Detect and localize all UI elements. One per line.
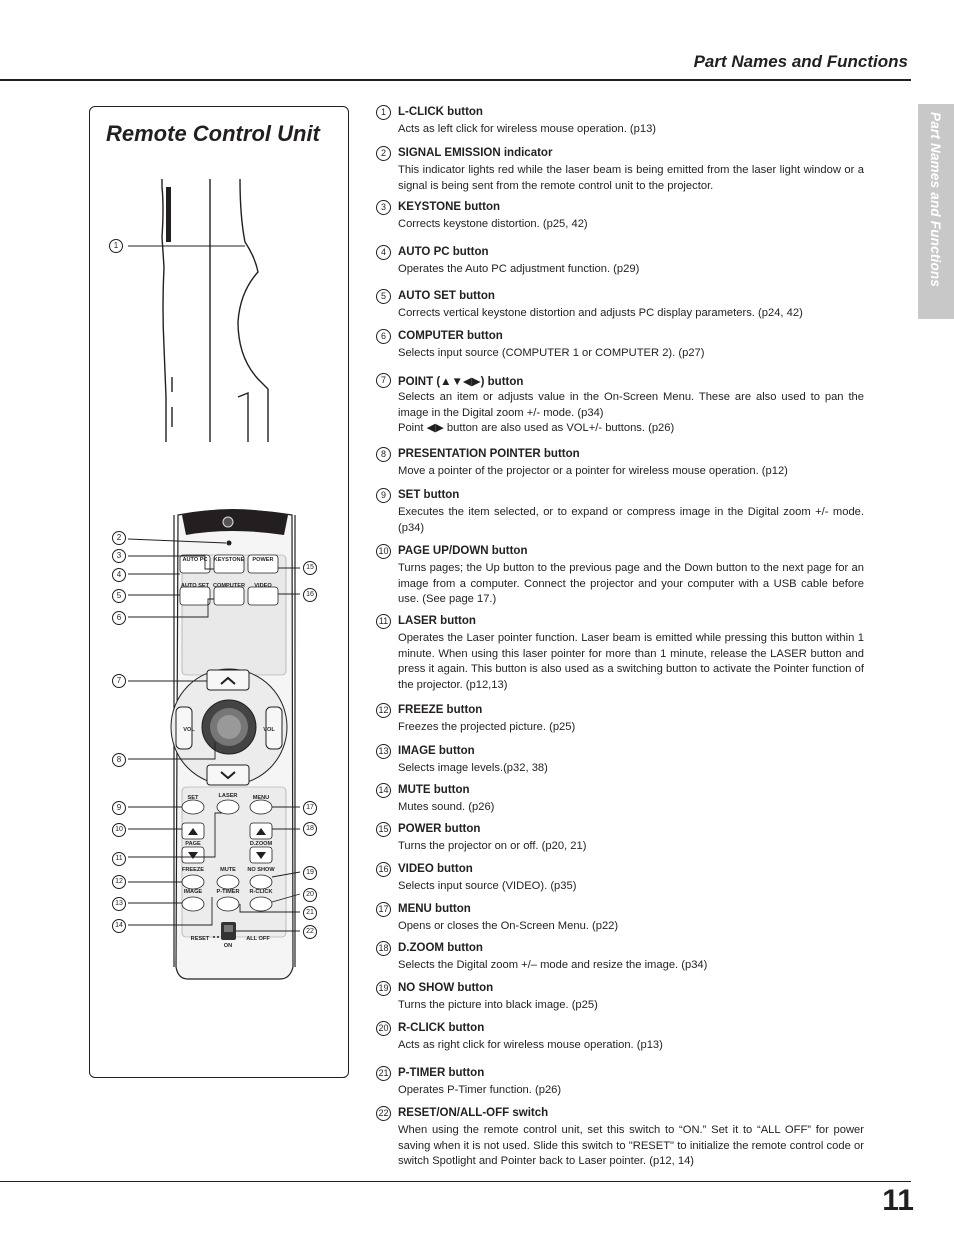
top-rule — [0, 79, 911, 81]
item-number: 4 — [376, 245, 391, 260]
label-vol-minus: VOL — [183, 727, 195, 733]
image-button-shape — [182, 897, 204, 911]
set-button-shape — [182, 800, 204, 814]
remote-side-view — [162, 179, 268, 442]
item-description: Selects image levels.(p32, 38) — [398, 762, 548, 774]
item-description: Operates the Auto PC adjustment function. (p29) — [398, 263, 640, 275]
item-number: 21 — [376, 1066, 391, 1081]
item-description: Turns pages; the Up button to the previous page and the Down button to the next page for an image from a computer. Connect the projector and your computer with a USB cable before use. (See page 17.) — [398, 562, 864, 606]
bottom-rule — [0, 1181, 911, 1182]
callout-6: 6 — [112, 611, 126, 625]
section-header-title: Part Names and Functions — [693, 52, 908, 71]
item-title: MUTE button — [398, 784, 470, 796]
label-vol-plus: VOL — [263, 727, 275, 733]
callout-13: 13 — [112, 897, 126, 911]
item-description: Acts as right click for wireless mouse operation. (p13) — [398, 1039, 663, 1051]
item-description: Acts as left click for wireless mouse operation. (p13) — [398, 123, 657, 135]
video-button-shape — [248, 587, 278, 605]
item-number: 1 — [376, 105, 391, 120]
p-timer-button-shape — [217, 897, 239, 911]
laser-button-shape — [217, 800, 239, 814]
label-power: POWER — [252, 557, 274, 563]
callout-22: 22 — [303, 925, 317, 939]
menu-button-shape — [250, 800, 272, 814]
item-title: L-CLICK button — [398, 106, 483, 118]
callout-14: 14 — [112, 919, 126, 933]
item-description: Selects input source (VIDEO). (p35) — [398, 880, 577, 892]
item-title: LASER button — [398, 615, 476, 627]
item-number: 10 — [376, 544, 391, 559]
item-number: 3 — [376, 200, 391, 215]
callout-4: 4 — [112, 568, 126, 582]
item-number: 19 — [376, 981, 391, 996]
side-tab — [918, 104, 954, 319]
item-title: KEYSTONE button — [398, 201, 501, 213]
callout-15: 15 — [303, 561, 317, 575]
item-title: RESET/ON/ALL-OFF switch — [398, 1107, 549, 1119]
label-on: ON — [223, 943, 233, 949]
label-page: PAGE — [185, 841, 201, 847]
callout-10: 10 — [112, 823, 126, 837]
item-number: 8 — [376, 447, 391, 462]
callout-19: 19 — [303, 866, 317, 880]
item-description: When using the remote control unit, set this switch to “ON.” Set it to “ALL OFF” for power saving when it is not used. Slide this switch to "RESET" to initialize the remote control code or switch Spotlight and Pointer back to Laser pointer. (p12, 14) — [398, 1124, 864, 1168]
panel-title: Remote Control Unit — [106, 121, 320, 146]
item-description: Selects an item or adjusts value in the On-Screen Menu. These are also used to pan the image in the Digital zoom +/- mode. (p34) — [398, 391, 864, 419]
label-keystone: KEYSTONE — [213, 557, 245, 563]
item-title: AUTO PC button — [398, 246, 489, 258]
item-title: PAGE UP/DOWN button — [398, 545, 528, 557]
label-r-click: R-CLICK — [249, 889, 273, 895]
side-button-shape — [166, 187, 171, 242]
label-auto-pc: AUTO PC — [182, 557, 208, 563]
callout-11: 11 — [112, 852, 126, 866]
item-number: 9 — [376, 488, 391, 503]
item-number: 6 — [376, 329, 391, 344]
item-title: AUTO SET button — [398, 290, 495, 302]
item-description: Turns the picture into black image. (p25) — [398, 999, 598, 1011]
item-description: Corrects vertical keystone distortion and adjusts PC display parameters. (p24, 42) — [398, 307, 803, 319]
item-title: D.ZOOM button — [398, 942, 483, 954]
callout-9: 9 — [112, 801, 126, 815]
item-number: 22 — [376, 1106, 391, 1121]
item-number: 15 — [376, 822, 391, 837]
point-up-button-shape — [207, 670, 249, 690]
item-description: Opens or closes the On-Screen Menu. (p22) — [398, 920, 619, 932]
item-title: FREEZE button — [398, 704, 483, 716]
item-number: 7 — [376, 373, 391, 388]
label-laser: LASER — [218, 793, 238, 799]
callout-16: 16 — [303, 588, 317, 602]
item-title: VIDEO button — [398, 863, 473, 875]
item-description-extra: Point ◀▶ button are also used as VOL+/- buttons. (p26) — [398, 422, 675, 434]
item-number: 18 — [376, 941, 391, 956]
item-title: NO SHOW button — [398, 982, 494, 994]
item-title: COMPUTER button — [398, 330, 503, 342]
item-title: PRESENTATION POINTER button — [398, 448, 580, 460]
item-description: Turns the projector on or off. (p20, 21) — [398, 840, 587, 852]
callout-5: 5 — [112, 589, 126, 603]
item-title: P-TIMER button — [398, 1067, 485, 1079]
item-description: Freezes the projected picture. (p25) — [398, 721, 576, 733]
label-set: SET — [187, 795, 199, 801]
label-p-timer: P-TIMER — [216, 889, 240, 895]
label-no-show: NO SHOW — [247, 867, 275, 873]
callout-8: 8 — [112, 753, 126, 767]
side-tab-label: Part Names and Functions — [928, 112, 943, 288]
item-title: MENU button — [398, 903, 471, 915]
callout-12: 12 — [112, 875, 126, 889]
item-description: Selects the Digital zoom +/– mode and resize the image. (p34) — [398, 959, 708, 971]
item-description: Operates the Laser pointer function. Laser beam is emitted while pressing this button within 1 minute. When using this laser pointer for more than 1 minute, release the LASER button and press it again. This button is also used as a switching button to activate the Pointer function of the projector. (p12,13) — [398, 632, 864, 691]
item-number: 12 — [376, 703, 391, 718]
mute-button-shape — [217, 875, 239, 889]
item-description: This indicator lights red while the laser beam is being emitted from the laser light window or a signal is being sent from the remote control unit to the projector. — [398, 164, 864, 192]
item-number: 2 — [376, 146, 391, 161]
computer-button-shape — [214, 587, 244, 605]
callout-1: 1 — [109, 239, 123, 253]
callout-3: 3 — [112, 549, 126, 563]
page-number: 11 — [882, 1184, 914, 1217]
remote-control-panel — [89, 106, 349, 1078]
label-reset: RESET — [190, 936, 210, 942]
item-title: SET button — [398, 489, 460, 501]
item-title: POINT (▲▼◀▶) button — [398, 376, 524, 388]
callout-17: 17 — [303, 801, 317, 815]
item-title: IMAGE button — [398, 745, 475, 757]
label-auto-set: AUTO SET — [180, 583, 210, 589]
item-number: 13 — [376, 744, 391, 759]
freeze-button-shape — [182, 875, 204, 889]
auto-set-button-shape — [180, 587, 210, 605]
item-description: Move a pointer of the projector or a pointer for wireless mouse operation. (p12) — [398, 465, 788, 477]
no-show-button-shape — [250, 875, 272, 889]
item-title: POWER button — [398, 823, 481, 835]
item-description: Mutes sound. (p26) — [398, 801, 495, 813]
item-number: 17 — [376, 902, 391, 917]
callout-21: 21 — [303, 906, 317, 920]
r-click-button-shape — [250, 897, 272, 911]
item-description: Selects input source (COMPUTER 1 or COMPUTER 2). (p27) — [398, 347, 705, 359]
item-title: R-CLICK button — [398, 1022, 485, 1034]
item-number: 5 — [376, 289, 391, 304]
callout-20: 20 — [303, 888, 317, 902]
item-description: Operates P-Timer function. (p26) — [398, 1084, 562, 1096]
item-title: SIGNAL EMISSION indicator — [398, 147, 553, 159]
item-description: Corrects keystone distortion. (p25, 42) — [398, 218, 588, 230]
item-description: Executes the item selected, or to expand or compress image in the Digital zoom +/- mode. (p34) — [398, 506, 864, 534]
point-down-button-shape — [207, 765, 249, 785]
item-number: 20 — [376, 1021, 391, 1036]
label-mute: MUTE — [220, 867, 236, 873]
label-image: IMAGE — [183, 889, 203, 895]
callout-18: 18 — [303, 822, 317, 836]
callout-2: 2 — [112, 531, 126, 545]
item-number: 14 — [376, 783, 391, 798]
remote-front-view — [171, 509, 295, 979]
label-dzoom: D.ZOOM — [249, 841, 273, 847]
label-computer: COMPUTER — [212, 583, 246, 589]
item-number: 11 — [376, 614, 391, 629]
item-number: 16 — [376, 862, 391, 877]
label-menu: MENU — [252, 795, 270, 801]
label-freeze: FREEZE — [181, 867, 205, 873]
label-all-off: ALL OFF — [246, 936, 270, 942]
callout-7: 7 — [112, 674, 126, 688]
label-video: VIDEO — [254, 583, 272, 589]
